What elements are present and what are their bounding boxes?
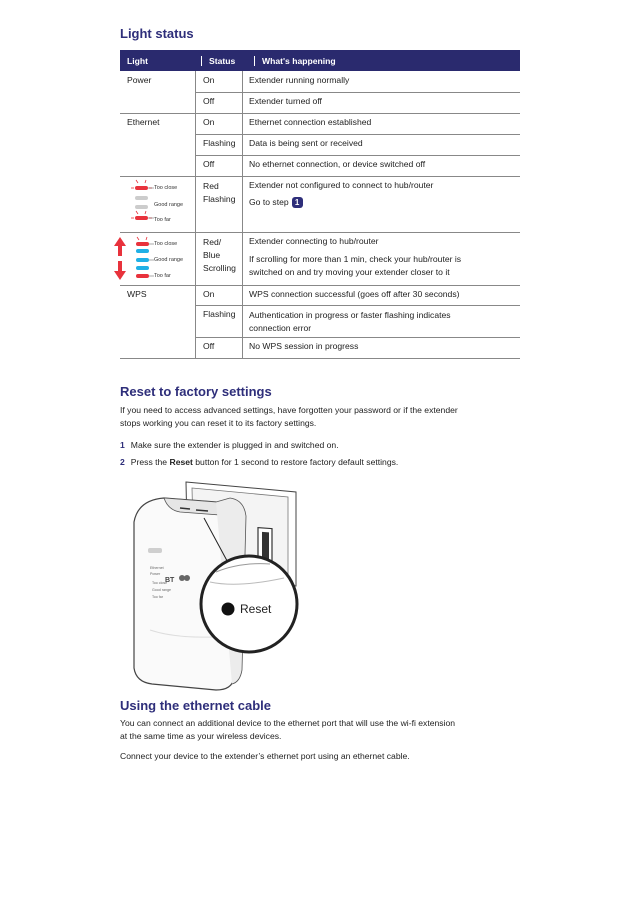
ethernet-cable-para2: Connect your device to the extender’s ethernet port using an ethernet cable.	[120, 751, 410, 761]
desc-cell: Extender turned off	[249, 96, 322, 106]
table-row	[120, 92, 520, 113]
status-cell: On	[203, 75, 215, 85]
header-light: Light	[127, 55, 148, 66]
led-good-range-grey	[135, 196, 148, 200]
desc-cell: Extender running normally	[249, 75, 350, 85]
table-row	[120, 134, 520, 155]
step-number: 2	[120, 457, 125, 467]
step-text: Make sure the extender is plugged in and switched on.	[130, 440, 339, 450]
led-label-too-far: Too far	[154, 273, 171, 279]
desc-goto-step	[249, 197, 303, 208]
step-badge: 1	[292, 197, 303, 208]
led-label-too-close: Too close	[154, 241, 178, 247]
reset-button-icon	[222, 603, 235, 616]
device-label: Too close	[152, 581, 168, 585]
row-rule	[120, 358, 520, 359]
desc-cell: Authentication in progress or faster flashing indicates	[249, 310, 451, 320]
para1-line2: at the same time as your wireless devices.	[120, 731, 282, 741]
light-wps: WPS	[127, 289, 147, 299]
table-row	[120, 113, 520, 134]
led-blue	[136, 249, 149, 253]
reset-intro	[120, 404, 458, 430]
status-scrolling: Scrolling	[203, 263, 236, 273]
step-text-pre: Press the	[130, 457, 170, 467]
status-cell: Flashing	[203, 138, 236, 148]
reset-step-2	[120, 456, 398, 469]
table-header	[120, 50, 520, 71]
desc-cell: Data is being sent or received	[249, 138, 363, 148]
status-cell: On	[203, 117, 215, 127]
desc-scroll-line1: If scrolling for more than 1 min, check your hub/router is	[249, 254, 462, 264]
extender-reset-illustration	[120, 470, 310, 695]
device-label: Power	[150, 572, 161, 576]
desc-cell: No WPS session in progress	[249, 341, 359, 351]
status-red-slash: Red/	[203, 237, 222, 247]
device-label: Good range	[152, 588, 171, 592]
status-blue: Blue	[203, 250, 221, 260]
table-row	[120, 155, 520, 176]
reset-step-1	[120, 439, 339, 452]
status-cell: On	[203, 289, 215, 299]
status-red: Red	[203, 181, 219, 191]
header-whats-happening: What's happening	[254, 56, 520, 66]
device-brand: BT	[165, 577, 175, 584]
light-ethernet: Ethernet	[127, 117, 160, 127]
step-number: 1	[120, 440, 125, 450]
led-too-close-red	[131, 180, 154, 190]
led-too-far-red	[136, 274, 154, 278]
table-row	[120, 176, 520, 232]
status-cell: Off	[203, 341, 215, 351]
table-row	[120, 305, 520, 337]
desc-cell: No ethernet connection, or device switched off	[249, 159, 426, 169]
led-label-too-far: Too far	[154, 217, 171, 223]
table-row	[120, 232, 520, 285]
led-mid-grey	[135, 205, 148, 209]
desc-cell: Extender connecting to hub/router	[249, 236, 379, 246]
status-flashing: Flashing	[203, 194, 236, 204]
step-text-bold: Reset	[169, 457, 193, 467]
led-label-too-close: Too close	[154, 185, 178, 191]
arrow-up-icon	[114, 237, 126, 256]
led-too-close-red	[136, 237, 154, 246]
status-cell: Off	[203, 159, 215, 169]
table-row	[120, 285, 520, 305]
header-status: Status	[201, 56, 254, 66]
desc-cell: WPS connection successful (goes off after 30 seconds)	[249, 289, 460, 299]
light-status-heading: Light status	[120, 26, 194, 41]
led-blue	[136, 266, 149, 270]
device-label: Too far	[152, 595, 163, 599]
para1-line1: You can connect an additional device to the ethernet port that will use the wi-fi extension	[120, 718, 456, 728]
reset-intro-line1: If you need to access advanced settings, have forgotten your password or if the extender	[120, 405, 458, 415]
reset-callout	[201, 556, 297, 652]
table-row	[120, 71, 520, 92]
desc-scroll-line2: switched on and try moving your extender closer to it	[249, 267, 450, 277]
arrow-down-icon	[114, 261, 126, 280]
reset-intro-line2: stops working you can reset it to its factory settings.	[120, 418, 317, 428]
step-text-post: button for 1 second to restore factory default settings.	[192, 457, 399, 467]
device-label: Ethernet	[150, 566, 164, 570]
desc-cell: Ethernet connection established	[249, 117, 372, 127]
desc-cell: Extender not configured to connect to hub/router	[249, 180, 434, 190]
desc-cell-line2: connection error	[249, 323, 312, 333]
table-row	[120, 337, 520, 358]
callout-reset-label: Reset	[240, 602, 272, 616]
ethernet-cable-heading: Using the ethernet cable	[120, 698, 271, 713]
status-cell: Flashing	[203, 309, 236, 319]
led-too-far-red	[131, 211, 154, 220]
led-label-good-range: Good range	[154, 202, 184, 208]
light-status-table	[120, 50, 520, 351]
led-good-range-blue	[136, 258, 154, 262]
reset-heading: Reset to factory settings	[120, 384, 272, 399]
led-label-good-range: Good range	[154, 257, 184, 263]
light-power: Power	[127, 75, 152, 85]
ethernet-cable-para1	[120, 717, 455, 743]
status-cell: Off	[203, 96, 215, 106]
goto-step-text: Go to step	[249, 197, 289, 207]
